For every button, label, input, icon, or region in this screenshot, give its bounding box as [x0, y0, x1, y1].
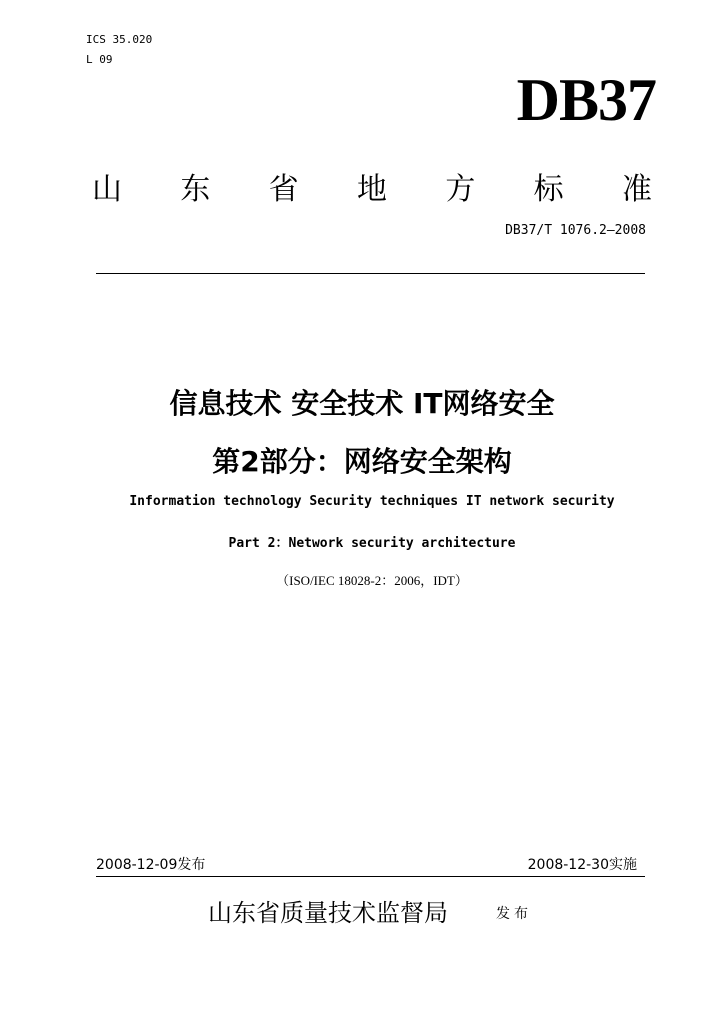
standard-type [92, 164, 652, 208]
title-chinese-line1: 信息技术 安全技术 IT网络安全 [169, 387, 555, 420]
iso-reference: （ISO/IEC 18028-2：2006，IDT） [276, 573, 468, 588]
standard-type-char: 方 [445, 172, 476, 207]
implement-date: 2008-12-30实施 [527, 857, 637, 873]
publish-date: 2008-12-09发布 [96, 857, 206, 873]
ics-code: ICS 35.020 [86, 33, 153, 46]
ccs-code: L 09 [86, 53, 113, 66]
standard-logo: DB37 [516, 67, 656, 133]
standard-type-char: 地 [356, 172, 387, 207]
standard-type-char: 标 [533, 172, 564, 207]
top-divider [96, 273, 645, 274]
standard-type-char: 东 [180, 172, 211, 207]
standard-number: DB37/T 1076.2—2008 [505, 223, 646, 238]
title-chinese-line2: 第2部分：网络安全架构 [212, 445, 512, 478]
issue-label: 发布 [496, 906, 532, 922]
issuing-authority: 山东省质量技术监督局 [208, 899, 448, 927]
title-english-line1: Information technology Security techniques IT network security [129, 494, 615, 509]
standard-type-char: 省 [268, 172, 299, 207]
bottom-divider [96, 876, 645, 877]
standard-type-char: 准 [621, 172, 652, 207]
standard-type-char: 山 [92, 172, 122, 207]
title-english-line2: Part 2：Network security architecture [228, 536, 516, 551]
